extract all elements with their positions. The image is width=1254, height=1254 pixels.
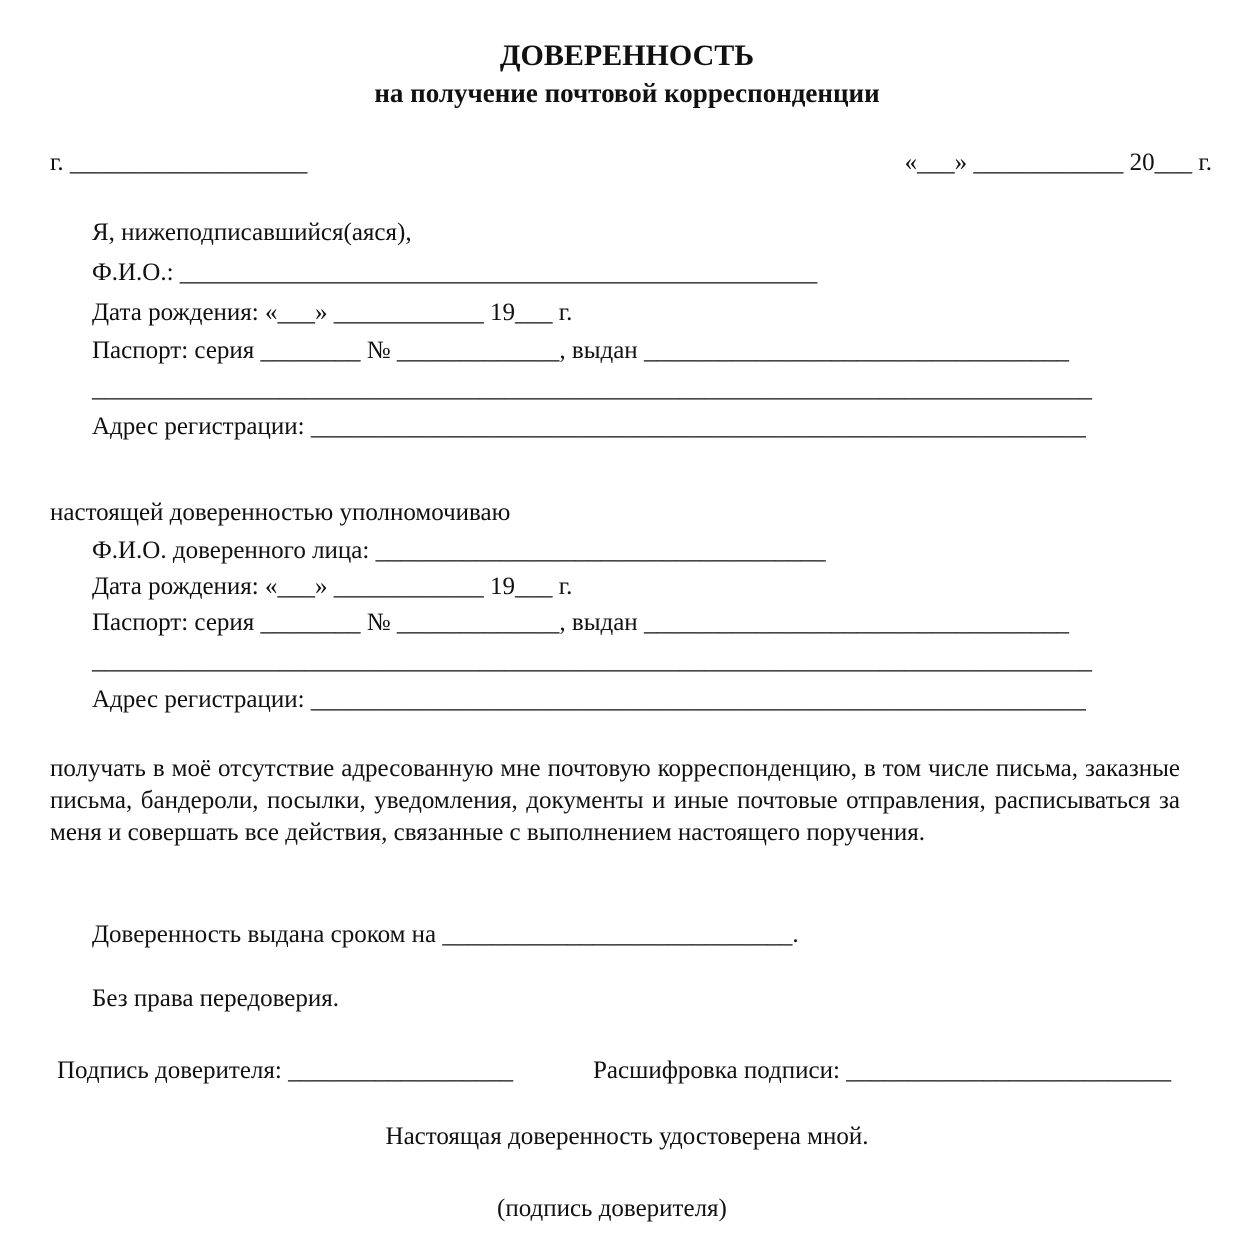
trustee-address-field: Адрес регистрации: ______________________________________________________________: [92, 686, 1086, 713]
principal-fio-field: Ф.И.О.: ___________________________________________________: [92, 259, 818, 286]
principal-signature-field: Подпись доверителя: __________________: [57, 1057, 514, 1084]
principal-birth-field: Дата рождения: «___» ____________ 19___ г.: [92, 299, 573, 326]
principal-passport-continuation: ________________________________________________________________________________: [92, 375, 1092, 402]
no-redelegation-text: Без права передоверия.: [92, 985, 340, 1012]
principal-passport-field: Паспорт: серия ________ № _____________, выдан __________________________________: [92, 337, 1069, 364]
signature-decipher-field: Расшифровка подписи: __________________________: [593, 1057, 1172, 1084]
signature-caption: (подпись доверителя): [497, 1195, 727, 1222]
date-field: «___» ____________ 20___ г.: [904, 149, 1212, 176]
principal-intro: Я, нижеподписавшийся(аяся),: [92, 219, 412, 246]
city-field: г. ___________________: [50, 149, 308, 176]
document-title: ДОВЕРЕННОСТЬ: [499, 39, 755, 72]
trustee-passport-continuation: ________________________________________________________________________________: [92, 647, 1092, 674]
term-field: Доверенность выдана сроком на ____________________________.: [92, 921, 799, 948]
principal-address-field: Адрес регистрации: ______________________________________________________________: [92, 413, 1086, 440]
powers-paragraph: получать в моё отсутствие адресованную мне почтовую корреспонденцию, в том числе письма, заказные письма, бандероли, посылки, уведомления, документы и иные почтовые отправления, расписываться за меня и совершать все действия, связанные с выполнением настоящего поручения.: [50, 755, 1180, 846]
certified-text: Настоящая доверенность удостоверена мной.: [385, 1123, 869, 1150]
trustee-passport-field: Паспорт: серия ________ № _____________, выдан __________________________________: [92, 609, 1069, 636]
document-subtitle: на получение почтовой корреспонденции: [374, 78, 880, 108]
trustee-birth-field: Дата рождения: «___» ____________ 19___ г.: [92, 573, 573, 600]
trustee-fio-field: Ф.И.О. доверенного лица: ____________________________________: [92, 537, 826, 564]
authorize-text: настоящей доверенностью уполномочиваю: [50, 499, 511, 526]
